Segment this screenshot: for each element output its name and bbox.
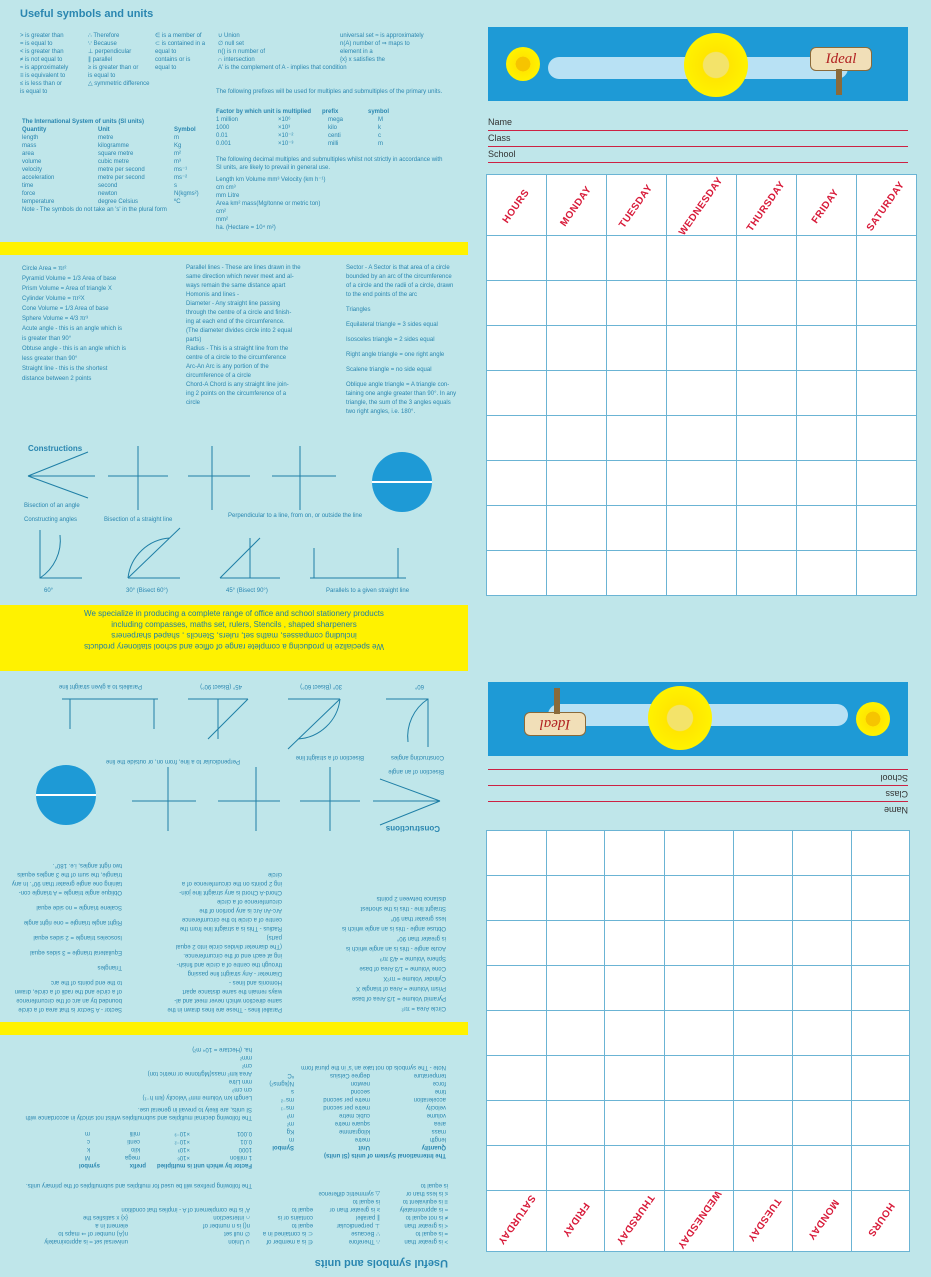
class-line[interactable]: Class <box>488 785 908 802</box>
symbols-col3: ∈ is a member of ⊂ is contained in a equal to contains or is equal to <box>155 33 206 71</box>
timetable-row <box>487 506 917 551</box>
construction-drawings <box>0 440 468 610</box>
si-table: The International System of units (SI units) Quantity Unit Symbol length metre m mass kilogramme Kg area square metre m² volume cubic metre m³ velocity metre per second ms⁻¹ acceleration metre per second ms⁻² time second s force newton N(kgms²) temperature degree Celsius ºC Note - The symbols do not take an 's' in the plural form <box>22 119 199 213</box>
header-hours: HOURS <box>487 175 547 236</box>
ad-line-1: We specialize in producing a complete range of office and school stationery products <box>84 609 384 618</box>
school-line[interactable]: School <box>488 146 908 163</box>
symbols-col4: ∪ Union ∅ null set n() is n number of ∩ intersection A' is the complement of A - implies that condition <box>218 33 347 71</box>
constructions-title: Constructions <box>28 444 83 453</box>
shapes-col1: Circle Area = πr² Pyramid Volume = 1/3 Area of base Prism Volume = Area of triangle X Cylinder Volume = πr²X Cone Volume = 1/3 Area of base Sphere Volume = 4/3 πr³ Acute angle - this is an angle which is is greater than 90° Obtuse angle - this is an angle which is less greater than 90° Straight line - this is the shortest distance between 2 points <box>22 266 127 382</box>
logo-banner <box>488 27 908 101</box>
label-60: 60° <box>44 588 54 594</box>
timetable-row <box>487 876 910 921</box>
flower-icon <box>684 33 748 97</box>
timetable-row <box>487 371 917 416</box>
ideal-logo: Ideal <box>810 47 872 71</box>
header-tuesday: TUESDAY <box>607 175 667 236</box>
prefix-table: Factor by which unit is multiplied prefix symbol 1 million ×10⁶ mega M 1000 ×10³ kilo k 0.01 ×10⁻² centi c 0.001 ×10⁻³ milli m <box>216 109 390 147</box>
ad-line-2-flipped: including compasses, maths set, rulers, Stencils , shaped sharpeners <box>111 631 357 640</box>
label-construct-angles: Constructing angles <box>24 517 78 523</box>
timetable-top <box>486 174 917 596</box>
timetable-row <box>487 326 917 371</box>
symbols-col1: > is greater than = is equal to < is greater than ≠ is not equal to ≈ is approximately ≡ is equivalent to ≤ is less than or is equal to <box>20 33 69 95</box>
timetable-bottom-group <box>486 680 910 1252</box>
logo-banner <box>488 682 908 756</box>
flower-icon <box>648 686 712 750</box>
symbols-col2: ∴ Therefore ∵ Because ⊥ perpendicular ∥ parallel ≥ is greater than or is equal to △ symmetric difference <box>88 33 150 87</box>
name-line[interactable]: Name <box>488 114 908 131</box>
ad-line-1-flipped: We specialize in producing a complete range of office and school stationery products <box>84 642 384 651</box>
shapes-col3: Sector - A Sector is that area of a circle bounded by an arc of the circumference of a circle and the radii of a circle, drawn to the end points of the arc Triangles Equilateral triangle = 3 sides equal Isosceles triangle = 2 sides equal Right angle triangle = one right angle Scalene triangle = no side equal Oblique angle triangle = A triangle con- taining one angle greater than 90°. In any triangle, the sum of the 3 angles equals two right angles, i.e. 180°. <box>346 265 457 415</box>
timetable-row <box>487 461 917 506</box>
timetable-row <box>487 1056 910 1101</box>
timetable-row <box>487 281 917 326</box>
prefix-intro: The following prefixes will be used for multiples and submultiples of the primary units. <box>216 89 443 95</box>
flower-icon <box>506 47 540 81</box>
timetable-row <box>487 1101 910 1146</box>
yellow-divider <box>0 242 468 255</box>
timetable-row <box>487 921 910 966</box>
label-30: 30° (Bisect 60°) <box>126 588 168 594</box>
name-line[interactable]: Name <box>488 801 908 818</box>
header-wednesday: WEDNESDAY <box>667 175 737 236</box>
timetable-row <box>487 551 917 596</box>
ideal-logo: Ideal <box>524 712 586 736</box>
label-parallels: Parallels to a given straight line <box>326 588 410 594</box>
header-thursday: THURSDAY <box>736 175 796 236</box>
symbols-col5: universal set ≈ is approximately n(A) number of ⇒ maps to element in a {x} x satisfies the <box>340 33 424 63</box>
class-line[interactable]: Class <box>488 130 908 147</box>
timetable-row <box>487 1146 910 1191</box>
prefix-note: The following decimal multiples and submultiples whilst not strictly in accordance with SI units, are likely to prevail in general use. <box>216 157 443 171</box>
label-bisect-line: Bisection of a straight line <box>104 517 173 523</box>
shapes-col2: Parallel lines - These are lines drawn in the same direction which never meet and al- ways remain the same distance apart Homonis and lines - Diameter - Any straight line passing through the centre of a circle and finish- ing at each end of the circumference. (The diameter divides circle into 2 equal parts) Radius - This is a straight line from the centre of a circle to the circumference Arc-An Arc is any portion of the circumference of a circle Chord-A Chord is any straight line join- ing 2 points on the circumference of a circle <box>186 265 301 406</box>
label-45: 45° (Bisect 90°) <box>226 588 268 594</box>
timetable-bottom: HOURS MONDAY TUESDAY WEDNESDAY THURSDAY FRIDAY SATURDAY <box>486 830 910 1252</box>
header-friday: FRIDAY <box>796 175 856 236</box>
heading: Useful symbols and units <box>20 8 154 20</box>
timetable-row <box>487 416 917 461</box>
ad-line-2: including compasses, maths set, rulers, Stencils , shaped sharpeners <box>111 620 357 629</box>
school-line[interactable]: School <box>488 769 908 786</box>
header-saturday: SATURDAY <box>856 175 916 236</box>
timetable-row <box>487 1011 910 1056</box>
timetable-row <box>487 236 917 281</box>
header-monday: MONDAY <box>547 175 607 236</box>
prefix-note-rows: Length km Volume mm³ Velocity (km h⁻¹) cm cm³ mm Litre Area km² mass(Mg/tonne or metric ton) cm² mm² ha. (Hectare = 10⁴ m²) <box>216 177 326 231</box>
timetable-row <box>487 966 910 1011</box>
reference-panel-top <box>0 0 468 638</box>
construction-drawings-flipped <box>0 667 468 837</box>
label-bisect-angle: Bisection of an angle <box>24 503 80 509</box>
flower-icon <box>856 702 890 736</box>
label-perpendicular: Perpendicular to a line, from on, or outside the line <box>228 513 363 519</box>
timetable-row <box>487 831 910 876</box>
reference-panel-bottom: Useful symbols and units > is greater than = is equal to < is greater than ≠ is not equal to ≈ is approximately ≡ is equivalent to ≤ is less than or is equal to ∴ Therefore ∵ Because ⊥ perpendicular ∥ parallel ≥ is greater than or is equal to △ symmetric difference ∈ is a member of ⊂ is contained in a equal to contains or is equal to ∪ Union ∅ null set n() is n number of ∩ intersection A' is the complement of A - implies that condition universal set ≈ is approximately n(A) number of ⇒ maps to element in a {x} x satisfies the The following prefixes will be used for multiples and submultiples of the primary units. Factor by which unit is multiplied prefix symbol 1 million ×10⁶ mega M 1000 ×10³ kilo k 0.01 ×10⁻² centi c 0.001 ×10⁻³ milli m The following decimal multiples and submultiples whilst not strictly in accordance with SI units, are likely to prevail in general use. Length km Volume mm³ Velocity (km h⁻¹) cm cm³ mm Litre Area km² mass(Mg/tonne or metric ton) cm² mm² ha. (Hectare = 10⁴ m²) The International System of units (SI units) Quantity Unit Symbol length metre m mass kilogramme Kg area square metre m² volume cubic metre m³ velocity metre per second ms⁻¹ acceleration metre per second ms⁻² time second s force newton N(kgms²) temperature degree Celsius ºC Note - The symbols do not take an 's' in the plural form Circle Area = πr² Pyramid Volume = 1/3 Area of base Prism Volume = Area of triangle X Cylinder Volume = πr²X Cone Volume = 1/3 Area of base Sphere Volume = 4/3 πr³ Acute angle - this is an angle which is is greater than 90° Obtuse angle - this is an angle which is less greater than 90° Straight line - this is the shortest distance between 2 points Parallel lines - These are lines drawn in the same direction which never meet and al- ways remain the same distance apart Homonis and lines - Diameter - Any straight line passing through the centre of a circle and finish- ing at each end of the circumference. (The diameter divides circle into 2 equal parts) Radius - This is a straight line from the centre of a circle to the circumference Arc-An Arc is any portion of the circumference of a circle Chord-A Chord is any straight line join- ing 2 points on the circumference of a circle Sector - A Sector is that area of a circle bounded by an arc of the circumference of a circle and the radii of a circle, drawn to the end points of the arc Triangles Equilateral triangle = 3 sides equal Isosceles triangle = 2 sides equal Right angle triangle = one right angle Scalene triangle = no side equal Oblique angle triangle = A triangle con- taining one angle greater than 90°. In any triangle, the sum of the 3 angles equals two right angles, i.e. 180°. Constructions Bisection of an angle Constructing angles Bisection of a straight line Perpendicular to a line, from on, or outside the line 60° 30° (Bisect 60°) 45° (Bisect 90°) Parallels to a given straight line <box>0 639 468 1277</box>
